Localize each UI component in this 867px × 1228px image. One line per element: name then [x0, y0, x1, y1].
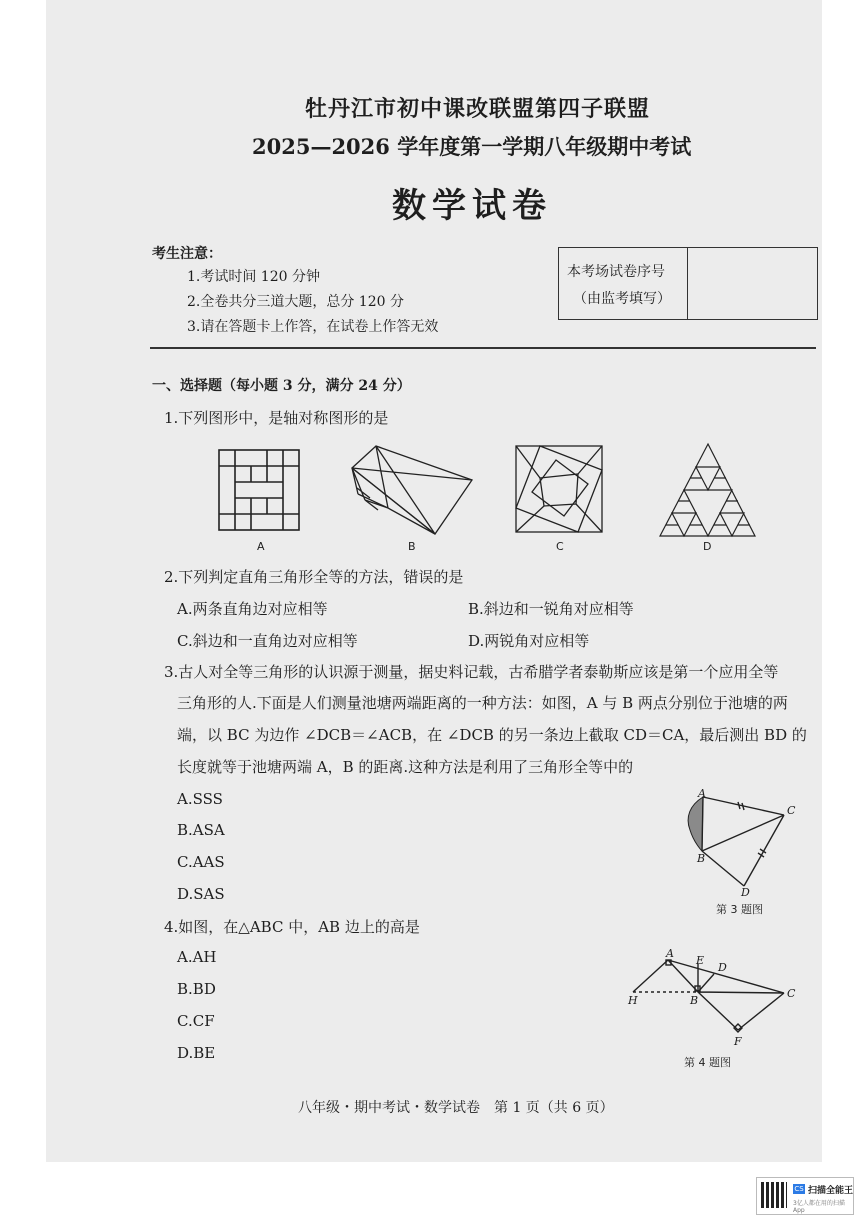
- q4-point-b: B: [690, 994, 699, 1007]
- q2-option-a: A.两条直角边对应相等: [177, 600, 328, 618]
- q2-option-c: C.斜边和一直角边对应相等: [177, 632, 358, 650]
- notice-item-3: 3.请在答题卡上作答，在试卷上作答无效: [187, 319, 439, 335]
- q2-stem: 2.下列判定直角三角形全等的方法，错误的是: [164, 568, 464, 586]
- q1-figure-d: [660, 444, 755, 536]
- q1-figures: [210, 438, 810, 556]
- q3-figure-caption: 第 3 题图: [716, 903, 763, 916]
- scanner-brand: 扫描全能王: [808, 1186, 854, 1196]
- q4-option-a: A.AH: [177, 948, 217, 966]
- exam-title-line2: 2025—2026 学年度第一学期八年级期中考试: [252, 134, 692, 159]
- q4-stem: 4.如图，在△ABC 中，AB 边上的高是: [164, 918, 420, 936]
- notice-heading: 考生注意：: [152, 246, 222, 262]
- header-divider: [150, 347, 816, 349]
- q3-stem-line2: 三角形的人.下面是人们测量池塘两端距离的一种方法：如图，A 与 B 两点分别位于池塘的两: [177, 694, 788, 712]
- notice-item-1: 1.考试时间 120 分钟: [187, 269, 320, 285]
- q1-stem: 1.下列图形中，是轴对称图形的是: [164, 409, 389, 427]
- q2-option-b: B.斜边和一锐角对应相等: [468, 600, 634, 618]
- seat-number-label-line1: 本考场试卷序号: [567, 264, 665, 280]
- q1-figure-c: [516, 446, 602, 532]
- q4-figure: [622, 950, 792, 1040]
- q1-label-a: A: [257, 540, 265, 553]
- q3-stem-line1: 3.古人对全等三角形的认识源于测量，据史料记载，古希腊学者泰勒斯应该是第一个应用全等: [164, 663, 779, 681]
- q3-point-c: C: [787, 804, 796, 817]
- q1-figure-b: [352, 446, 472, 534]
- q3-point-b: B: [697, 852, 706, 865]
- notice-item-2: 2.全卷共分三道大题，总分 120 分: [187, 294, 404, 310]
- q4-point-e: E: [696, 954, 705, 967]
- exam-title-line1: 牡丹江市初中课改联盟第四子联盟: [305, 96, 651, 122]
- q3-stem-line3: 端，以 BC 为边作 ∠DCB＝∠ACB，在 ∠DCB 的另一条边上截取 CD＝CA，最后测出 BD 的: [177, 726, 807, 744]
- exam-subject-title: 数学试卷: [392, 186, 552, 226]
- q4-option-c: C.CF: [177, 1012, 215, 1030]
- q4-point-a: A: [666, 947, 674, 960]
- q3-option-a: A.SSS: [177, 790, 223, 808]
- section-title: 一、选择题（每小题 3 分，满分 24 分）: [152, 378, 411, 394]
- q3-figure: [680, 785, 810, 900]
- q3-option-c: C.AAS: [177, 853, 225, 871]
- seat-number-box: [558, 247, 818, 320]
- q1-figure-a: [219, 450, 299, 530]
- q3-option-b: B.ASA: [177, 821, 225, 839]
- q4-figure-caption: 第 4 题图: [684, 1056, 731, 1069]
- q4-point-d: D: [718, 961, 727, 974]
- scanner-badge: CS: [794, 1185, 804, 1193]
- q4-option-b: B.BD: [177, 980, 216, 998]
- q3-option-d: D.SAS: [177, 885, 225, 903]
- qr-code-icon: [761, 1182, 787, 1208]
- q3-point-d: D: [741, 886, 750, 899]
- seat-number-label: [559, 248, 688, 319]
- scanner-tagline: 3亿人都在用的扫描App: [793, 1200, 845, 1214]
- page-footer: 八年级・期中考试・数学试卷 第 1 页（共 6 页）: [298, 1100, 614, 1116]
- q4-point-c: C: [787, 987, 796, 1000]
- q3-stem-line4: 长度就等于池塘两端 A，B 的距离.这种方法是利用了三角形全等中的: [177, 758, 634, 776]
- q1-label-b: B: [408, 540, 416, 553]
- seat-number-label-line2: （由监考填写）: [573, 291, 671, 307]
- q1-label-d: D: [703, 540, 712, 553]
- q1-label-c: C: [556, 540, 564, 553]
- q4-point-h: H: [628, 994, 638, 1007]
- q3-point-a: A: [698, 787, 706, 800]
- scanner-watermark: [756, 1177, 854, 1215]
- q4-point-f: F: [734, 1035, 742, 1048]
- q4-option-d: D.BE: [177, 1044, 216, 1062]
- q2-option-d: D.两锐角对应相等: [468, 632, 590, 650]
